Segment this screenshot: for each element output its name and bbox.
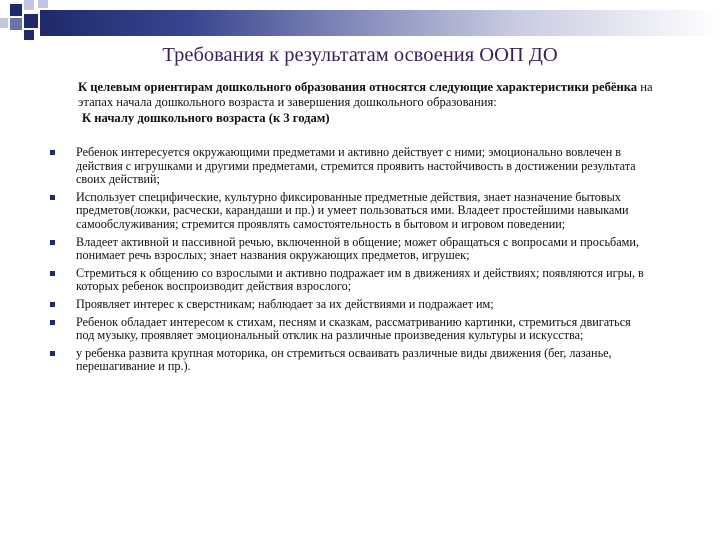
intro-paragraph	[78, 80, 678, 110]
decor-square	[10, 4, 22, 16]
list-item-text: у ребенка развита крупная моторика, он стремиться осваивать различные виды движения (бег, лазанье, перешагивание и пр.).	[76, 345, 612, 374]
list-item-text: Стремиться к общению со взрослыми и активно подражает им в движениях и действиях; появляются игры, в которых ребенок воспроизводит действия взрослого;	[76, 265, 644, 294]
square-bullet-icon	[50, 351, 55, 356]
list-item-text: Проявляет интерес к сверстникам; наблюдает за их действиями и подражает им;	[76, 296, 494, 311]
list-item-text: Ребенок интересуется окружающими предметами и активно действует с ними; эмоционально вовлечен в действия с игрушками и другими предметами, стремится проявить настойчивость в достижении результата своих действий;	[76, 145, 636, 187]
list-item-text: Ребенок обладает интересом к стихам, песням и сказкам, рассматриванию картинки, стремиться двигаться под музыку, проявляет эмоциональный отклик на различные произведения культуры и искусства;	[76, 314, 631, 343]
square-bullet-icon	[50, 271, 55, 276]
square-bullet-icon	[50, 240, 55, 245]
header-gradient-bar	[40, 10, 720, 36]
list-item	[50, 146, 650, 187]
bullet-list	[50, 146, 650, 378]
square-bullet-icon	[50, 302, 55, 307]
list-item	[50, 267, 650, 294]
intro-rest-text: на этапах начала дошкольного возраста и завершения дошкольного образования:	[78, 80, 653, 109]
slide-title: Требования к результатам освоения ООП ДО	[162, 44, 558, 66]
square-bullet-icon	[50, 150, 55, 155]
decor-square	[24, 14, 38, 28]
decor-square	[10, 18, 22, 30]
decor-square	[24, 0, 34, 10]
list-item-text: Владеет активной и пассивной речью, включенной в общение; может обращаться с вопросами и просьбами, понимает речь взрослых; знает названия окружающих предметов, игрушек;	[76, 234, 639, 263]
list-item	[50, 347, 650, 374]
square-bullet-icon	[50, 195, 55, 200]
list-item	[50, 236, 650, 263]
decor-square	[38, 0, 48, 8]
decor-square	[0, 18, 8, 28]
list-item-text: Использует специфические, культурно фиксированные предметные действия, знает назначение бытовых предметов(ложки, расчески, карандаши и пр.) и умеет пользоваться ими. Владеет простейшими навыками самообслуживания; стремится проявлять самостоятельность в бытовом и игровом поведении;	[76, 189, 629, 231]
list-item	[50, 298, 650, 312]
list-item	[50, 316, 650, 343]
age-subheading: К началу дошкольного возраста (к 3 годам)	[82, 111, 330, 125]
square-bullet-icon	[50, 320, 55, 325]
intro-bold-text: К целевым ориентирам дошкольного образования относятся следующие характеристики ребёнка	[78, 80, 638, 94]
list-item	[50, 191, 650, 232]
decor-square	[24, 30, 34, 40]
